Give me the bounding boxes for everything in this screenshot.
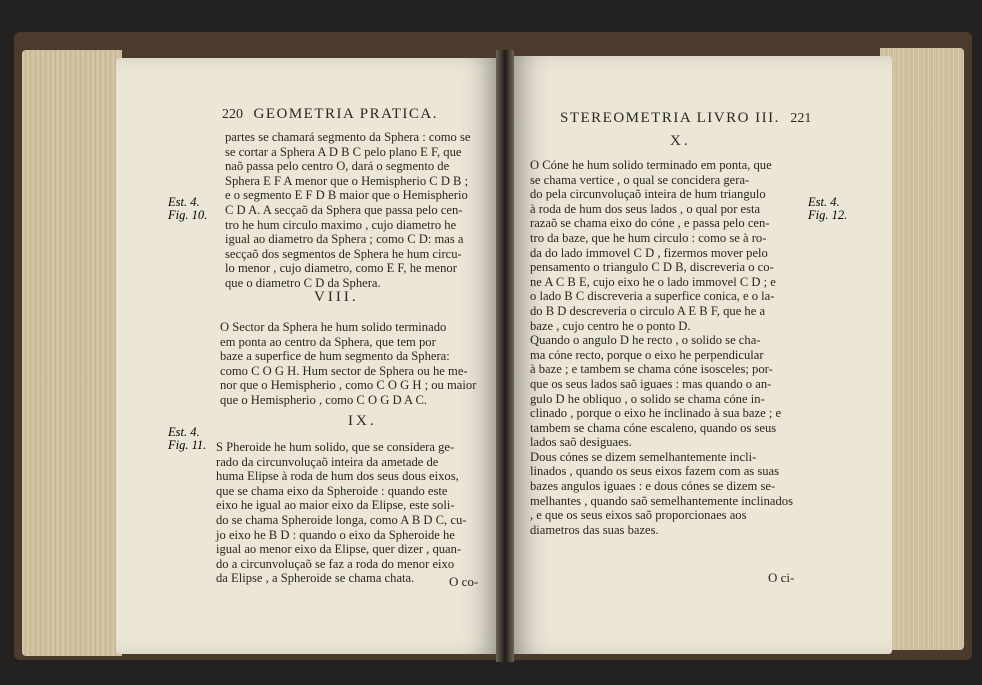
text-line: se chama vertice , o qual se concidera gera- — [530, 172, 750, 187]
text-line: da Elipse , a Spheroide se chama chata. — [216, 571, 415, 586]
text-line: tambem se chama cóne escaleno, quando os seus — [530, 420, 777, 435]
text-line: baze , cujo centro he o ponto D. — [530, 318, 691, 333]
text-line: que se chama eixo da Spheroide : quando este — [216, 483, 448, 498]
text-line: razaõ se chama eixo do cóne , e passa pelo cen- — [530, 216, 770, 231]
margin-note-figure: Fig. 11. — [168, 438, 207, 452]
left-catchword: O co- — [449, 574, 479, 589]
right-running-head — [560, 110, 811, 127]
text-line: bazes angulos iguaes : e dous cónes se dizem se- — [530, 479, 776, 494]
text-line: naõ passa pelo centro O, dará o segmento de — [225, 159, 450, 174]
text-line: o lado B C discreveria a superfice conica, e o la- — [530, 289, 775, 304]
left-page — [116, 58, 502, 654]
text-line: igual ao menor eixo da Elipse, quer dizer , quan- — [216, 542, 462, 557]
page-block-left-edge — [22, 50, 122, 656]
left-running-title: GEOMETRIA PRATICA. — [253, 106, 439, 122]
text-line: da do lado immovel C D , fizermos mover pelo — [530, 245, 768, 260]
text-line: eixo he igual ao maior eixo da Elipse, este soli- — [216, 498, 455, 513]
margin-note-figure: Fig. 12. — [808, 208, 848, 222]
margin-note-plate: Est. 4. — [808, 195, 840, 209]
text-line: do se chama Spheroide longa, como A B D C, cu- — [216, 512, 467, 527]
text-line: nor que o Hemispherio , como C O G H ; ou maior — [220, 378, 477, 393]
text-line: jo eixo he B D : quando o eixo da Spheroide he — [216, 527, 455, 542]
text-line: C D A. A secçaõ da Sphera que passa pelo cen- — [225, 202, 463, 217]
left-page-number: 220 — [222, 107, 243, 122]
text-line: lados saõ desiguaes. — [530, 435, 632, 450]
text-line: Sphera E F A menor que o Hemispherio C D B ; — [225, 173, 469, 188]
margin-note-fig12 — [808, 196, 847, 222]
right-page — [508, 56, 892, 654]
text-line: baze a superfice de hum segmento da Sphera: — [220, 349, 450, 364]
text-line: melhantes , quando saõ semelhantemente inclinados — [530, 493, 793, 508]
text-line: que os seus lados saõ iguaes : mas quando o an- — [530, 376, 772, 391]
text-line: ne A C B E, cujo eixo he o lado immovel C D ; e — [530, 274, 776, 289]
right-paragraph-x — [530, 158, 793, 537]
right-catchword: O ci- — [768, 570, 795, 585]
text-line: S Pheroide he hum solido, que se considera ge- — [216, 440, 455, 454]
text-line: e o segmento E F D B maior que o Hemispherio — [225, 188, 468, 203]
text-line: pensamento o triangulo C D B, discreveria o co- — [530, 260, 774, 275]
text-line: se cortar a Sphera A D B C pelo plano E F, que — [225, 144, 462, 159]
text-line: igual ao diametro da Sphera ; como C D: mas a — [225, 232, 464, 247]
text-line: O Cóne he hum solido terminado em ponta, que — [530, 158, 772, 172]
text-line: rado da circunvoluçaõ inteira da ametade de — [216, 454, 439, 469]
book-gutter — [496, 50, 514, 662]
text-line: à roda de hum dos seus lados , o qual por esta — [530, 201, 761, 216]
text-line: O Sector da Sphera he hum solido terminado — [220, 320, 447, 334]
text-line: ma cóne recto, porque o eixo he perpendicular — [530, 347, 764, 362]
text-line: do pela circunvoluçaõ inteira de hum triangulo — [530, 187, 766, 202]
text-line: Quando o angulo D he recto , o solido se cha- — [530, 333, 761, 348]
text-line: diametros das suas bazes. — [530, 522, 659, 537]
margin-note-figure: Fig. 10. — [168, 208, 208, 222]
text-line: em ponta ao centro da Sphera, que tem por — [220, 334, 436, 349]
text-line: que o Hemispherio , como C O G D A C. — [220, 392, 428, 407]
text-line: à baze ; e tambem se chama cóne isosceles; por- — [530, 362, 773, 377]
text-line: do B D descreveria o circulo A E B F, que he a — [530, 303, 766, 318]
text-line: lo menor , cujo diametro, como E F, he menor — [225, 261, 457, 276]
text-line: , e que os seus eixos saõ proporcionaes aos — [530, 508, 747, 523]
left-paragraph-viii — [220, 320, 476, 408]
text-line: gulo D he obliquo , o solido se chama cóne in- — [530, 391, 765, 406]
margin-note-fig11 — [168, 426, 206, 452]
section-heading-ix: IX. — [348, 413, 377, 429]
text-line: do a circunvoluçaõ se faz a roda do menor eixo — [216, 556, 455, 571]
text-line: Dous cónes se dizem semelhantemente incli- — [530, 449, 757, 464]
text-line: como C O G H. Hum sector de Sphera ou he me- — [220, 363, 468, 378]
text-line: clinado , porque o eixo he inclinado à sua baze ; e — [530, 406, 782, 421]
text-line: linados , quando os seus eixos fazem com as suas — [530, 464, 780, 479]
margin-note-fig10 — [168, 196, 207, 222]
left-running-head — [222, 106, 438, 123]
text-line: huma Elipse à roda de hum dos seus dous eixos, — [216, 469, 459, 484]
margin-note-plate: Est. 4. — [168, 425, 200, 439]
text-line: que o diametro C D da Sphera. — [225, 275, 381, 290]
margin-note-plate: Est. 4. — [168, 195, 200, 209]
text-line: partes se chamará segmento da Sphera : como se — [225, 130, 471, 144]
text-line: secçaõ dos segmentos de Sphera he hum circu- — [225, 246, 462, 261]
section-heading-viii: VIII. — [314, 289, 359, 305]
right-page-number: 221 — [790, 111, 812, 126]
right-running-title: STEREOMETRIA LIVRO III. — [560, 110, 780, 126]
left-paragraph-top — [225, 130, 471, 291]
section-heading-x: X. — [670, 133, 691, 149]
left-paragraph-ix — [216, 440, 466, 586]
text-line: tro da baze, que he hum circulo : como se à ro- — [530, 230, 767, 245]
page-block-right-edge — [880, 48, 964, 650]
text-line: tro he hum circulo maximo , cujo diametro he — [225, 217, 457, 232]
